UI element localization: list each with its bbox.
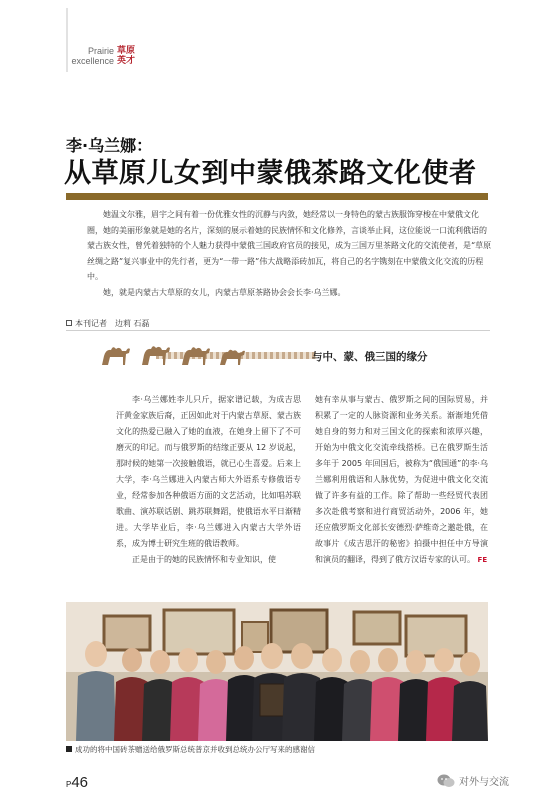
end-mark: FE <box>477 556 488 564</box>
watermark-text: 对外与交流 <box>459 777 509 788</box>
lead-paragraph-1: 她温文尔雅，眉宇之间有着一份优雅女性的沉静与内敛，她经常以一身特色的蒙古族服饰穿梭在中蒙俄文化圈，她的美丽形象就是她的名片，深刻的展示着她的民族情怀和文化修养，言谈举止间，这位能说一口流利俄语的蒙古族女性，曾凭着独特的个人魅力获得中蒙俄三国政府官员的接见，成为三国万里茶路文化的交流使者，是“草原丝绸之路”复兴事业中的先行者，更为“一带一路”伟大战略添砖加瓦，将自己的名字镌刻在中蒙俄文化交流的历程中。 <box>87 210 492 281</box>
byline-rule <box>66 330 490 331</box>
body-column-right <box>315 392 488 568</box>
byline-square-icon <box>66 320 72 326</box>
page-number <box>66 774 88 792</box>
article-lead <box>87 207 492 300</box>
camel-caravan-icon <box>96 341 296 367</box>
caption-square-icon <box>66 746 72 752</box>
body-paragraph <box>315 392 488 568</box>
section-en-line2: excellence <box>71 56 114 66</box>
section-cn-line1: 草原 <box>117 46 136 56</box>
body-paragraph: 正是由于的她的民族情怀和专业知识，使 <box>132 555 276 564</box>
section-en-line1: Prairie <box>87 46 114 56</box>
section-label-cn <box>117 46 135 66</box>
camel-caravan-banner <box>96 341 488 367</box>
lead-paragraph-2: 她，就是内蒙古大草原的女儿，内蒙古草原茶路协会会长李·乌兰娜。 <box>103 287 346 297</box>
group-photo <box>66 602 488 741</box>
group-photo-illustration <box>66 602 488 741</box>
page-prefix: P <box>66 780 72 789</box>
wechat-icon <box>437 774 455 788</box>
article-kicker: 李·乌兰娜： <box>66 136 153 155</box>
section-subhead: 与中、蒙、俄三国的缘分 <box>312 351 428 363</box>
photo-caption <box>66 744 488 755</box>
page-number-value: 46 <box>71 774 89 791</box>
body-paragraph-text: 她有幸从事与蒙古、俄罗斯之间的国际贸易，并积累了一定的人脉资源和业务关系。渐渐地凭借她自身的努力和对三国文化的探索和浓厚兴趣，开始为中俄文化交流牵线搭桥。已在俄罗斯生活多年于 2005 年回国后，被称为“俄国通”的李·乌兰娜利用俄语和人脉优势，为促进中俄文化交流做了许多有益的工作。除了帮助一些经贸代表团多次赴俄考察和进行商贸活动外，2006 年，她还应俄罗斯文化部长安德烈·萨维奇之邀赴俄，在故事片《成吉思汗的秘密》拍摄中担任中方导演和演员的翻译，得到了俄方汉语专家的认可。 <box>315 395 488 564</box>
caption-text: 成功的将中国砖茶赠送给俄罗斯总统普京并收到总统办公厅写来的感谢信 <box>75 745 315 754</box>
byline <box>66 318 150 329</box>
body-paragraph: 李·乌兰娜姓李儿只斤，据家谱记载，为成吉思汗黄金家族后裔，正因如此对于内蒙古草原、蒙古族文化的热爱已融入了她的血液，在她身上留下了不可磨灭的印记。而与俄罗斯的结缘正要从 12 岁说起，那时候的她第一次接触俄语，就已心生喜爱。后来上大学，李·乌兰娜进入内蒙古师大外语系专修俄语专业，经常参加各种俄语方面的文艺活动，比如唱苏联歌曲、演苏联话剧、跳苏联舞蹈，使俄语水平日渐精进。大学毕业后，李·乌兰娜进入内蒙古大学外语系，成为博士研究生班的俄语教师。 <box>116 395 301 548</box>
article-headline: 从草原儿女到中蒙俄茶路文化使者 <box>64 158 477 189</box>
watermark <box>437 773 509 788</box>
byline-text: 本刊记者 边莉 石磊 <box>75 319 150 328</box>
section-cn-line2: 英才 <box>117 56 136 66</box>
headline-rule <box>66 193 488 200</box>
body-column-left <box>116 392 301 568</box>
section-label-en <box>60 46 114 66</box>
